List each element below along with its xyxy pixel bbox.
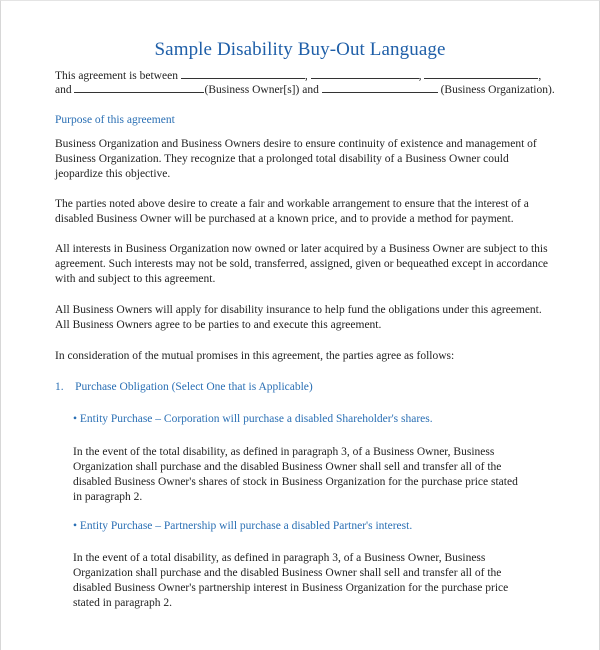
owner-label: (Business Owner[s]) and (204, 84, 319, 96)
intro-line-2: and (Business Owner[s]) and (Business Organization). (55, 84, 555, 96)
party-blank-3[interactable] (424, 68, 538, 79)
option-partnership: • Entity Purchase – Partnership will purchase a disabled Partner's interest. (73, 520, 413, 532)
party-blank-1[interactable] (181, 68, 305, 79)
purpose-heading: Purpose of this agreement (55, 114, 175, 126)
option-title: Entity Purchase (79, 520, 153, 532)
paragraph-interests: All interests in Business Organization now owned or later acquired by a Business Owner are subject to this agreement. Such interests may not be sold, transferred, assigned, given or bequeathed except in accordance with and subject to this agreement. (55, 243, 549, 285)
owner-blank[interactable] (74, 82, 204, 93)
paragraph-fair-arrangement: The parties noted above desire to create a fair and workable arrangement to ensure that the interest of a disabled Business Owner will be purchased at a known price, and to provide a method for payment. (55, 198, 529, 225)
bullet-icon: • (73, 520, 78, 532)
option-title: Entity Purchase (79, 413, 153, 425)
intro-prefix: This agreement is between (55, 70, 178, 82)
option-desc: Partnership will purchase a disabled Partner's interest. (163, 520, 413, 532)
section-1-heading (55, 381, 313, 393)
organization-label: (Business Organization). (440, 84, 555, 96)
option-desc: Corporation will purchase a disabled Shareholder's shares. (163, 413, 433, 425)
intro-line-1: This agreement is between , , , (55, 70, 542, 82)
option-corporation: • Entity Purchase – Corporation will purchase a disabled Shareholder's shares. (73, 413, 433, 425)
document-title: Sample Disability Buy-Out Language (154, 39, 446, 60)
section-number: 1. (55, 381, 64, 393)
party-blank-2[interactable] (311, 68, 419, 79)
option-corporation-body: In the event of the total disability, as defined in paragraph 3, of a Business Owner, Business Organization shall purchase and the disabled Business Owner shall sell and transfer all of the disabled Business Owner's shares of stock in Business Organization for the purchase price stated in paragraph 2. (73, 446, 518, 503)
paragraph-consideration: In consideration of the mutual promises in this agreement, the parties agree as follows: (55, 350, 455, 362)
option-partnership-body: In the event of a total disability, as defined in paragraph 3, of a Business Owner, Business Organization shall purchase and the disabled Business Owner shall sell and transfer all of the disabled Business Owner's partnership interest in Business Organization for the purchase price stated in paragraph 2. (73, 552, 509, 609)
section-note: (Select One that is Applicable) (171, 381, 313, 393)
section-label: Purchase Obligation (75, 381, 169, 393)
paragraph-insurance: All Business Owners will apply for disability insurance to help fund the obligations under this agreement. All Business Owners agree to be parties to and execute this agreement. (55, 304, 542, 331)
paragraph-continuity: Business Organization and Business Owners desire to ensure continuity of existence and management of Business Organization. They recognize that a prolonged total disability of a Business Owner could jeopardize this objective. (55, 138, 537, 180)
organization-blank[interactable] (322, 82, 438, 93)
bullet-icon: • (73, 413, 78, 425)
